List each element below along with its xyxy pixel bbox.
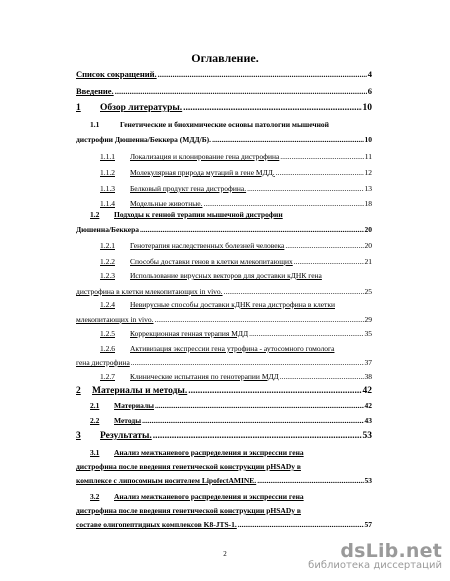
toc-entry-title: Список сокращений. (76, 69, 157, 79)
toc-leader-dots (131, 359, 364, 367)
toc-title: Оглавление. (191, 51, 259, 65)
toc-entry-number: 1.2.3 (100, 271, 115, 280)
watermark (308, 540, 442, 571)
toc-entry-title: Генотерапия наследственных болезней человека (130, 241, 285, 250)
toc-entry[interactable] (100, 200, 372, 208)
toc-entry-title: дистрофина после введения генетической конструкции pHSADy в (76, 462, 301, 471)
toc-entry-page: 4 (367, 69, 372, 79)
toc-leader-dots (280, 153, 363, 161)
toc-entry-page: 6 (367, 86, 372, 96)
toc-entry[interactable] (76, 136, 372, 144)
toc-leader-dots (238, 521, 364, 529)
toc-entry[interactable] (100, 301, 372, 309)
toc-entry-title: Способы доставки генов в клетки млекопитающих (130, 257, 293, 266)
toc-entry-number: 1.1 (90, 120, 100, 129)
toc-entry-title: Молекулярная природа мутаций в гене МДД. (130, 168, 275, 177)
toc-entry-title: Генетические и биохимические основы патологии мышечной (120, 120, 329, 129)
toc-entry-page: 21 (364, 257, 372, 266)
toc-entry[interactable] (100, 258, 372, 266)
toc-entry[interactable] (100, 272, 372, 280)
toc-entry-title: Результаты. (100, 431, 152, 441)
toc-entry-page: 11 (364, 152, 372, 161)
toc-entry[interactable] (100, 169, 372, 177)
toc-entry[interactable] (100, 153, 372, 161)
toc-entry-number: 1.2.6 (100, 344, 115, 353)
toc-entry-number: 1.2.7 (100, 372, 115, 381)
toc-entry-number: 1.2.5 (100, 329, 115, 338)
toc-entry[interactable] (76, 316, 372, 324)
toc-entry[interactable] (90, 211, 372, 219)
toc-leader-dots (142, 417, 363, 425)
toc-entry-page: 13 (364, 184, 372, 193)
toc-entry-title: Материалы и методы. (92, 386, 188, 396)
toc-entry-page: 12 (364, 168, 372, 177)
toc-entry-page: 35 (364, 329, 372, 338)
toc-entry-number: 1.1.2 (100, 168, 115, 177)
toc-leader-dots (285, 242, 363, 250)
toc-leader-dots (257, 477, 363, 485)
toc-entry[interactable] (76, 288, 372, 296)
toc-entry[interactable] (90, 417, 372, 425)
toc-entry-title: Активизация экспрессии гена утрофина - аутосомного гомолога (130, 344, 335, 353)
toc-entry-number: 1.1.1 (100, 152, 115, 161)
toc-entry-title: Коррекционная генная терапия МДД (130, 329, 249, 338)
toc-entry-number: 2.1 (90, 401, 100, 410)
toc-leader-dots (188, 387, 361, 397)
toc-entry-page: 57 (364, 520, 372, 529)
toc-entry-number: 1.2 (90, 210, 100, 219)
toc-entry-page: 10 (364, 135, 372, 144)
toc-entry-number: 3.1 (90, 448, 100, 457)
toc-entry-page: 38 (364, 372, 372, 381)
toc-leader-dots (224, 288, 364, 296)
toc-entry[interactable] (100, 242, 372, 250)
toc-entry-page: 25 (364, 287, 372, 296)
toc-entry-title: дистрофина в клетки млекопитающих in vivo. (76, 287, 223, 296)
toc-entry-page: 42 (362, 386, 372, 396)
toc-entry-number: 2.2 (90, 416, 100, 425)
toc-entry-page: 53 (364, 476, 372, 485)
toc-entry-title: млекопитающих in vivo. (76, 315, 154, 324)
toc-entry[interactable] (76, 104, 372, 114)
toc-entry-title: Обзор литературы. (100, 103, 183, 113)
toc-entry-title: Анализ межтканевого распределения и экспрессии гена (114, 492, 304, 501)
toc-leader-dots (155, 316, 364, 324)
toc-entry-title: Дюшенна/Беккера (76, 225, 140, 234)
toc-entry[interactable] (76, 432, 372, 442)
toc-leader-dots (153, 432, 362, 442)
page-number: 2 (223, 550, 227, 558)
toc-entry[interactable] (76, 387, 372, 397)
toc-entry-page: 53 (362, 431, 372, 441)
watermark-subtitle: библиотека диссертаций (308, 560, 442, 571)
toc-entry-title: Модельные животные. (130, 199, 203, 208)
toc-entry-number: 3 (76, 431, 81, 441)
toc-entry-title: Невирусные способы доставки кДНК гена дистрофина в клетки (130, 300, 335, 309)
toc-entry-number: 1 (76, 103, 81, 113)
toc-leader-dots (276, 169, 364, 177)
toc-leader-dots (280, 373, 364, 381)
toc-entry-page: 29 (364, 315, 372, 324)
toc-leader-dots (183, 104, 361, 114)
toc-entry-title: Подходы к генной терапии мышечной дистрофии (114, 210, 283, 219)
toc-leader-dots (294, 258, 364, 266)
toc-entry-number: 1.2.4 (100, 300, 115, 309)
toc-entry-title: Анализ межтканевого распределения и экспрессии гена (114, 448, 304, 457)
toc-leader-dots (115, 87, 367, 96)
toc-entry[interactable] (76, 463, 372, 471)
toc-entry[interactable] (90, 493, 372, 501)
toc-entry-title: Введение. (76, 86, 114, 96)
toc-leader-dots (212, 136, 363, 144)
toc-leader-dots (140, 226, 363, 234)
toc-entry[interactable] (76, 226, 372, 234)
toc-entry[interactable] (100, 345, 372, 353)
toc-entry-title: Белковый продукт гена дистрофина. (130, 184, 247, 193)
toc-entry-number: 1.1.3 (100, 184, 115, 193)
toc-entry-title: дистрофии Дюшенна/Беккера (МДД/Б). (76, 135, 212, 144)
toc-entry[interactable] (90, 121, 372, 129)
toc-leader-dots (247, 185, 363, 193)
toc-entry-title: Методы (114, 416, 142, 425)
toc-entry[interactable] (76, 521, 372, 529)
toc-entry[interactable] (76, 359, 372, 367)
toc-entry[interactable] (100, 373, 372, 381)
toc-entry-title: Использование вирусных векторов для доставки кДНК гена (130, 271, 322, 280)
toc-entry-title: дистрофина после введения генетической конструкции pHSADy в (76, 506, 301, 515)
toc-entry-page: 20 (364, 241, 372, 250)
toc-entry-number: 1.1.4 (100, 199, 115, 208)
toc-entry-title: Клинические испытания по генотерапии МДД (130, 372, 279, 381)
toc-entry-page: 18 (364, 199, 372, 208)
toc-entry[interactable] (76, 70, 372, 79)
toc-entry[interactable] (100, 185, 372, 193)
toc-leader-dots (158, 70, 367, 79)
toc-leader-dots (249, 330, 363, 338)
toc-entry[interactable] (76, 507, 372, 515)
toc-entry[interactable] (90, 402, 372, 410)
toc-entry-number: 3.2 (90, 492, 100, 501)
toc-entry[interactable] (76, 477, 372, 485)
toc-entry-title: Материалы (114, 401, 155, 410)
toc-entry-page: 20 (364, 225, 372, 234)
toc-entry-page: 43 (364, 416, 372, 425)
toc-entry-page: 37 (364, 358, 372, 367)
toc-entry-number: 1.2.1 (100, 241, 115, 250)
toc-entry-title: составе олигопептидных комплексов K8-JTS-1. (76, 520, 237, 529)
toc-leader-dots (155, 402, 363, 410)
toc-entry-title: комплексе с липосомным носителем LipofectAMINE. (76, 476, 257, 485)
toc-entry-page: 10 (362, 103, 372, 113)
toc-entry-page: 42 (364, 401, 372, 410)
watermark-logo: dsLib.net (340, 540, 442, 562)
toc-entry-number: 2 (76, 386, 81, 396)
toc-entry[interactable] (90, 449, 372, 457)
toc-entry[interactable] (100, 330, 372, 338)
toc-leader-dots (203, 200, 363, 208)
toc-entry-title: Локализация и клонирование гена дистрофина (130, 152, 280, 161)
toc-entry-number: 1.2.2 (100, 257, 115, 266)
toc-entry-title: гена дистрофина (76, 358, 130, 367)
toc-entry[interactable] (76, 87, 372, 96)
